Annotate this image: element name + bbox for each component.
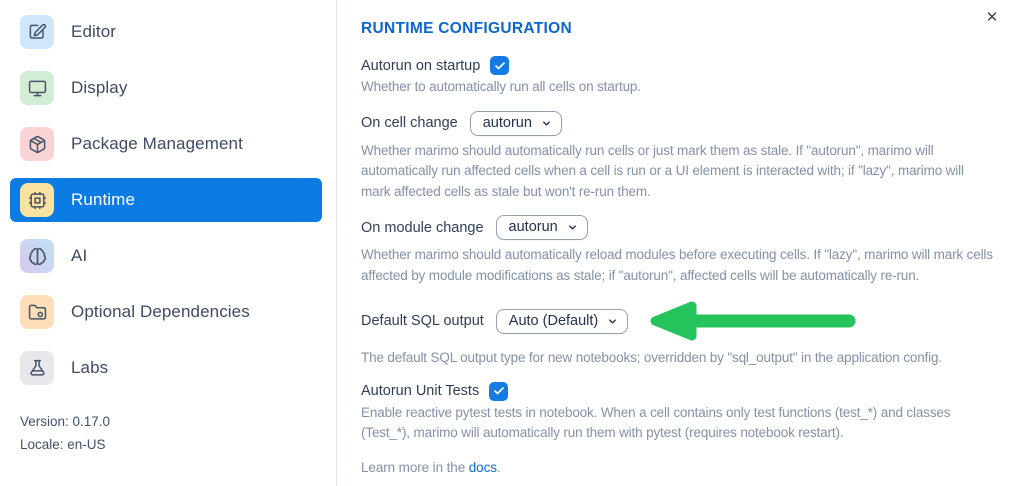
sidebar-meta [20,414,322,452]
check-icon [493,385,505,397]
sidebar-item-label: Package Management [71,134,243,153]
autorun-on-startup-checkbox[interactable] [490,56,509,75]
field-autorun-on-startup [361,56,996,98]
on-cell-change-label: On cell change [361,115,458,131]
flask-icon [20,351,54,385]
chevron-down-icon [567,222,578,233]
field-autorun-unit-tests [361,382,996,444]
sidebar-item-label: Optional Dependencies [71,302,250,321]
sidebar-item-ai[interactable] [10,234,322,278]
autorun-unit-tests-checkbox[interactable] [489,382,508,401]
default-sql-output-select[interactable] [496,309,628,334]
chevron-down-icon [607,316,618,327]
sidebar-item-package-management[interactable] [10,122,322,166]
field-on-cell-change [361,111,996,203]
sidebar-item-optional-dependencies[interactable] [10,290,322,334]
sidebar-item-label: Runtime [71,190,136,209]
default-sql-output-label: Default SQL output [361,313,484,329]
sidebar-item-label: Display [71,78,128,97]
close-icon[interactable]: ✕ [982,8,1002,28]
sidebar-item-editor[interactable] [10,10,322,54]
sidebar-item-label: Editor [71,22,117,41]
settings-sidebar [0,0,337,486]
sidebar-item-labs[interactable] [10,346,322,390]
on-module-change-label: On module change [361,219,484,236]
on-module-change-value: autorun [508,219,558,235]
version-text: Version: 0.17.0 [20,414,111,429]
docs-link[interactable]: docs [468,459,497,475]
on-module-change-select[interactable] [496,215,588,240]
sidebar-item-runtime[interactable] [10,178,322,222]
check-icon [494,60,506,72]
on-cell-change-value: autorun [482,114,532,131]
on-module-change-description: Whether marimo should automatically reload modules before executing cells. If "lazy", marimo will mark cells affected by module modifications as stale; if "autorun", affected cells will be automatically re-run. [361,247,993,283]
learn-more-text-before: Learn more in the [361,459,469,475]
locale-text: Locale: en-US [20,437,106,452]
on-cell-change-description: Whether marimo should automatically run cells or just mark them as stale. If "autorun", marimo will automatically run affected cells when a cell is run or a UI element is interacted with; if "lazy", marimo will mark affected cells as stale but won't re-run them. [361,142,964,199]
autorun-unit-tests-description: Enable reactive pytest tests in notebook. When a cell contains only test functions (test_*) and classes (Test_*), marimo will automatically run them with pytest (requires notebook restart). [361,404,951,440]
green-arrow-left-icon [644,299,859,343]
default-sql-output-value: Auto (Default) [508,312,599,329]
learn-more-text-after: . [496,459,501,475]
on-cell-change-select[interactable] [470,111,562,136]
cpu-icon [20,183,54,217]
folder-cog-icon [20,295,54,329]
autorun-on-startup-label: Autorun on startup [361,57,481,74]
brain-icon [20,239,54,273]
sidebar-item-label: Labs [71,358,109,377]
monitor-icon [20,71,54,105]
sidebar-item-label: AI [71,246,88,265]
chevron-down-icon [541,118,552,129]
sidebar-item-display[interactable] [10,66,322,110]
default-sql-output-description: The default SQL output type for new notebooks; overridden by "sql_output" in the application config. [361,350,942,365]
page-title: RUNTIME CONFIGURATION [361,20,572,37]
field-default-sql-output [361,299,996,369]
field-on-module-change [361,215,996,286]
autorun-unit-tests-label: Autorun Unit Tests [361,383,480,399]
square-pen-icon [20,15,54,49]
runtime-configuration-panel [337,0,1014,486]
autorun-on-startup-description: Whether to automatically run all cells on startup. [361,79,641,94]
learn-more-note [361,460,996,475]
package-icon [20,127,54,161]
